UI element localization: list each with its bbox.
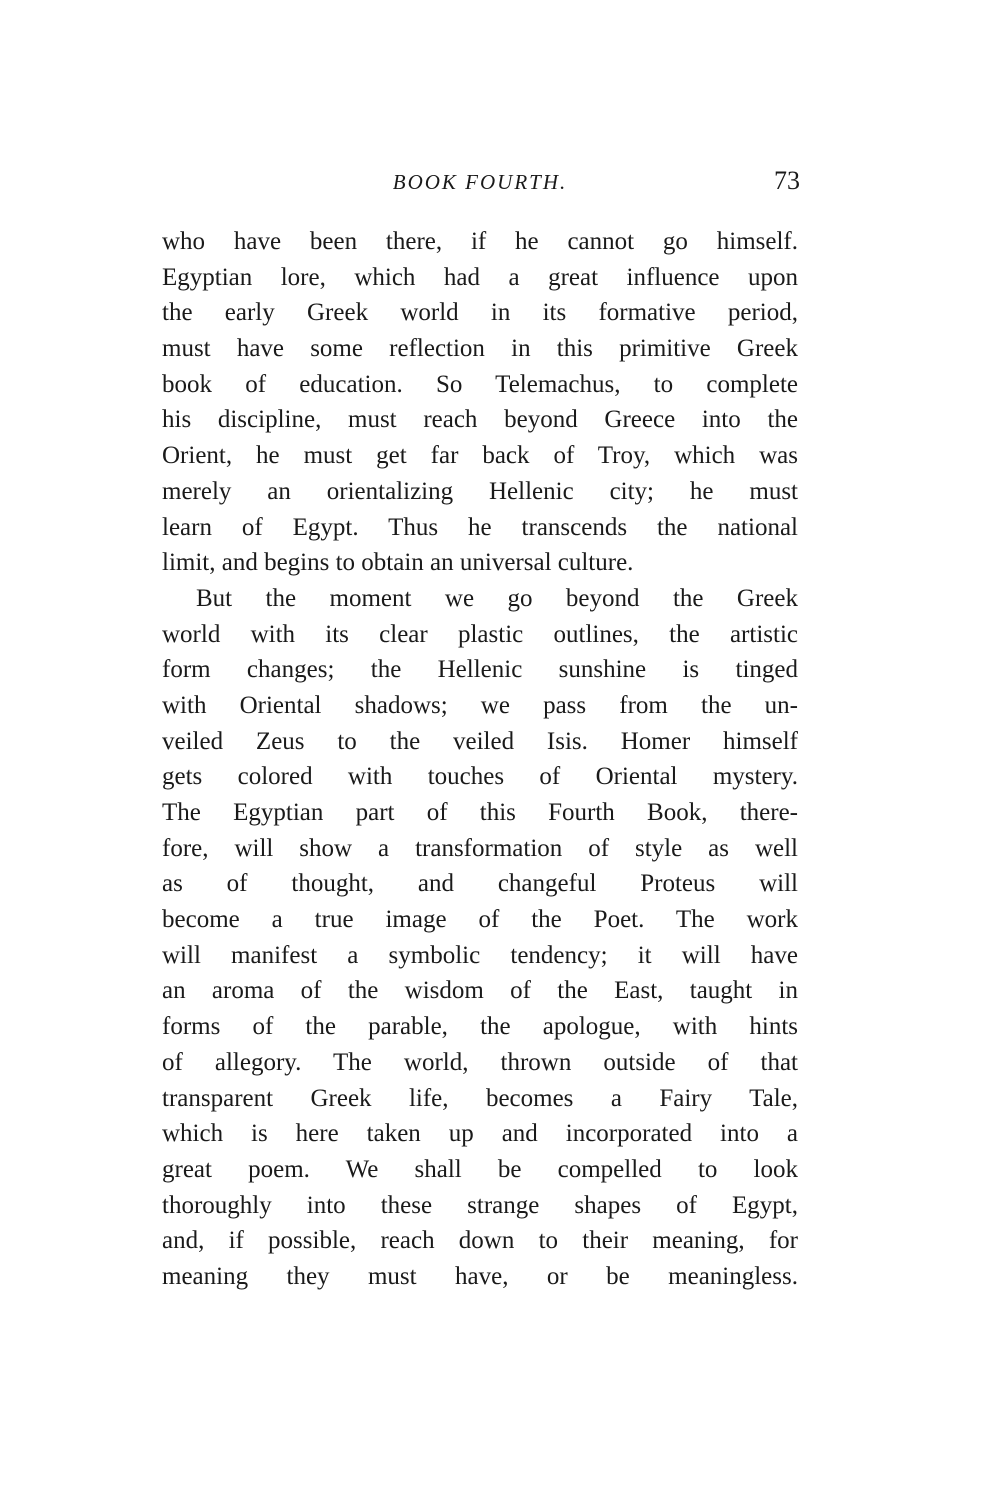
page-number: 73	[774, 166, 800, 195]
text-line: The Egyptian part of this Fourth Book, there-	[162, 799, 798, 826]
running-head	[160, 166, 800, 206]
text-line: world with its clear plastic outlines, the artistic	[162, 620, 798, 648]
text-line: and, if possible, reach down to their meaning, for	[162, 1227, 798, 1255]
text-line: his discipline, must reach beyond Greece into the	[162, 406, 798, 434]
text-line: must have some reflection in this primitive Greek	[162, 335, 798, 363]
text-line: gets colored with touches of Oriental mystery.	[162, 763, 798, 791]
text-line: transparent Greek life, becomes a Fairy Tale,	[162, 1084, 798, 1112]
text-line: the early Greek world in its formative period,	[162, 299, 798, 327]
text-line: which is here taken up and incorporated into a	[162, 1120, 798, 1148]
text-line: Egyptian lore, which had a great influence upon	[162, 263, 798, 291]
text-line: of allegory. The world, thrown outside of that	[162, 1048, 798, 1076]
running-title: BOOK FOURTH.	[392, 170, 568, 194]
text-line: meaning they must have, or be meaningless.	[162, 1262, 798, 1290]
text-line: book of education. So Telemachus, to complete	[162, 370, 798, 398]
text-line: merely an orientalizing Hellenic city; he must	[162, 477, 798, 505]
text-line: limit, and begins to obtain an universal culture.	[162, 549, 634, 577]
text-line: fore, will show a transformation of style as well	[162, 834, 798, 862]
text-line: form changes; the Hellenic sunshine is tinged	[162, 656, 798, 684]
body-text	[162, 224, 798, 1295]
text-line: learn of Egypt. Thus he transcends the national	[162, 513, 798, 541]
text-line: as of thought, and changeful Proteus will	[162, 870, 798, 898]
text-line: become a true image of the Poet. The work	[162, 906, 798, 934]
text-line: an aroma of the wisdom of the East, taught in	[162, 977, 798, 1005]
text-line: will manifest a symbolic tendency; it will have	[162, 941, 798, 969]
text-line: with Oriental shadows; we pass from the un-	[162, 691, 798, 719]
text-line: who have been there, if he cannot go himself.	[162, 228, 798, 255]
text-line: great poem. We shall be compelled to look	[162, 1155, 798, 1183]
text-line: forms of the parable, the apologue, with hints	[162, 1013, 798, 1041]
text-line: thoroughly into these strange shapes of Egypt,	[162, 1191, 798, 1219]
paragraph-first-line: But the moment we go beyond the Greek	[196, 584, 798, 612]
text-line: Orient, he must get far back of Troy, which was	[162, 442, 798, 470]
text-line: veiled Zeus to the veiled Isis. Homer himself	[162, 727, 798, 755]
